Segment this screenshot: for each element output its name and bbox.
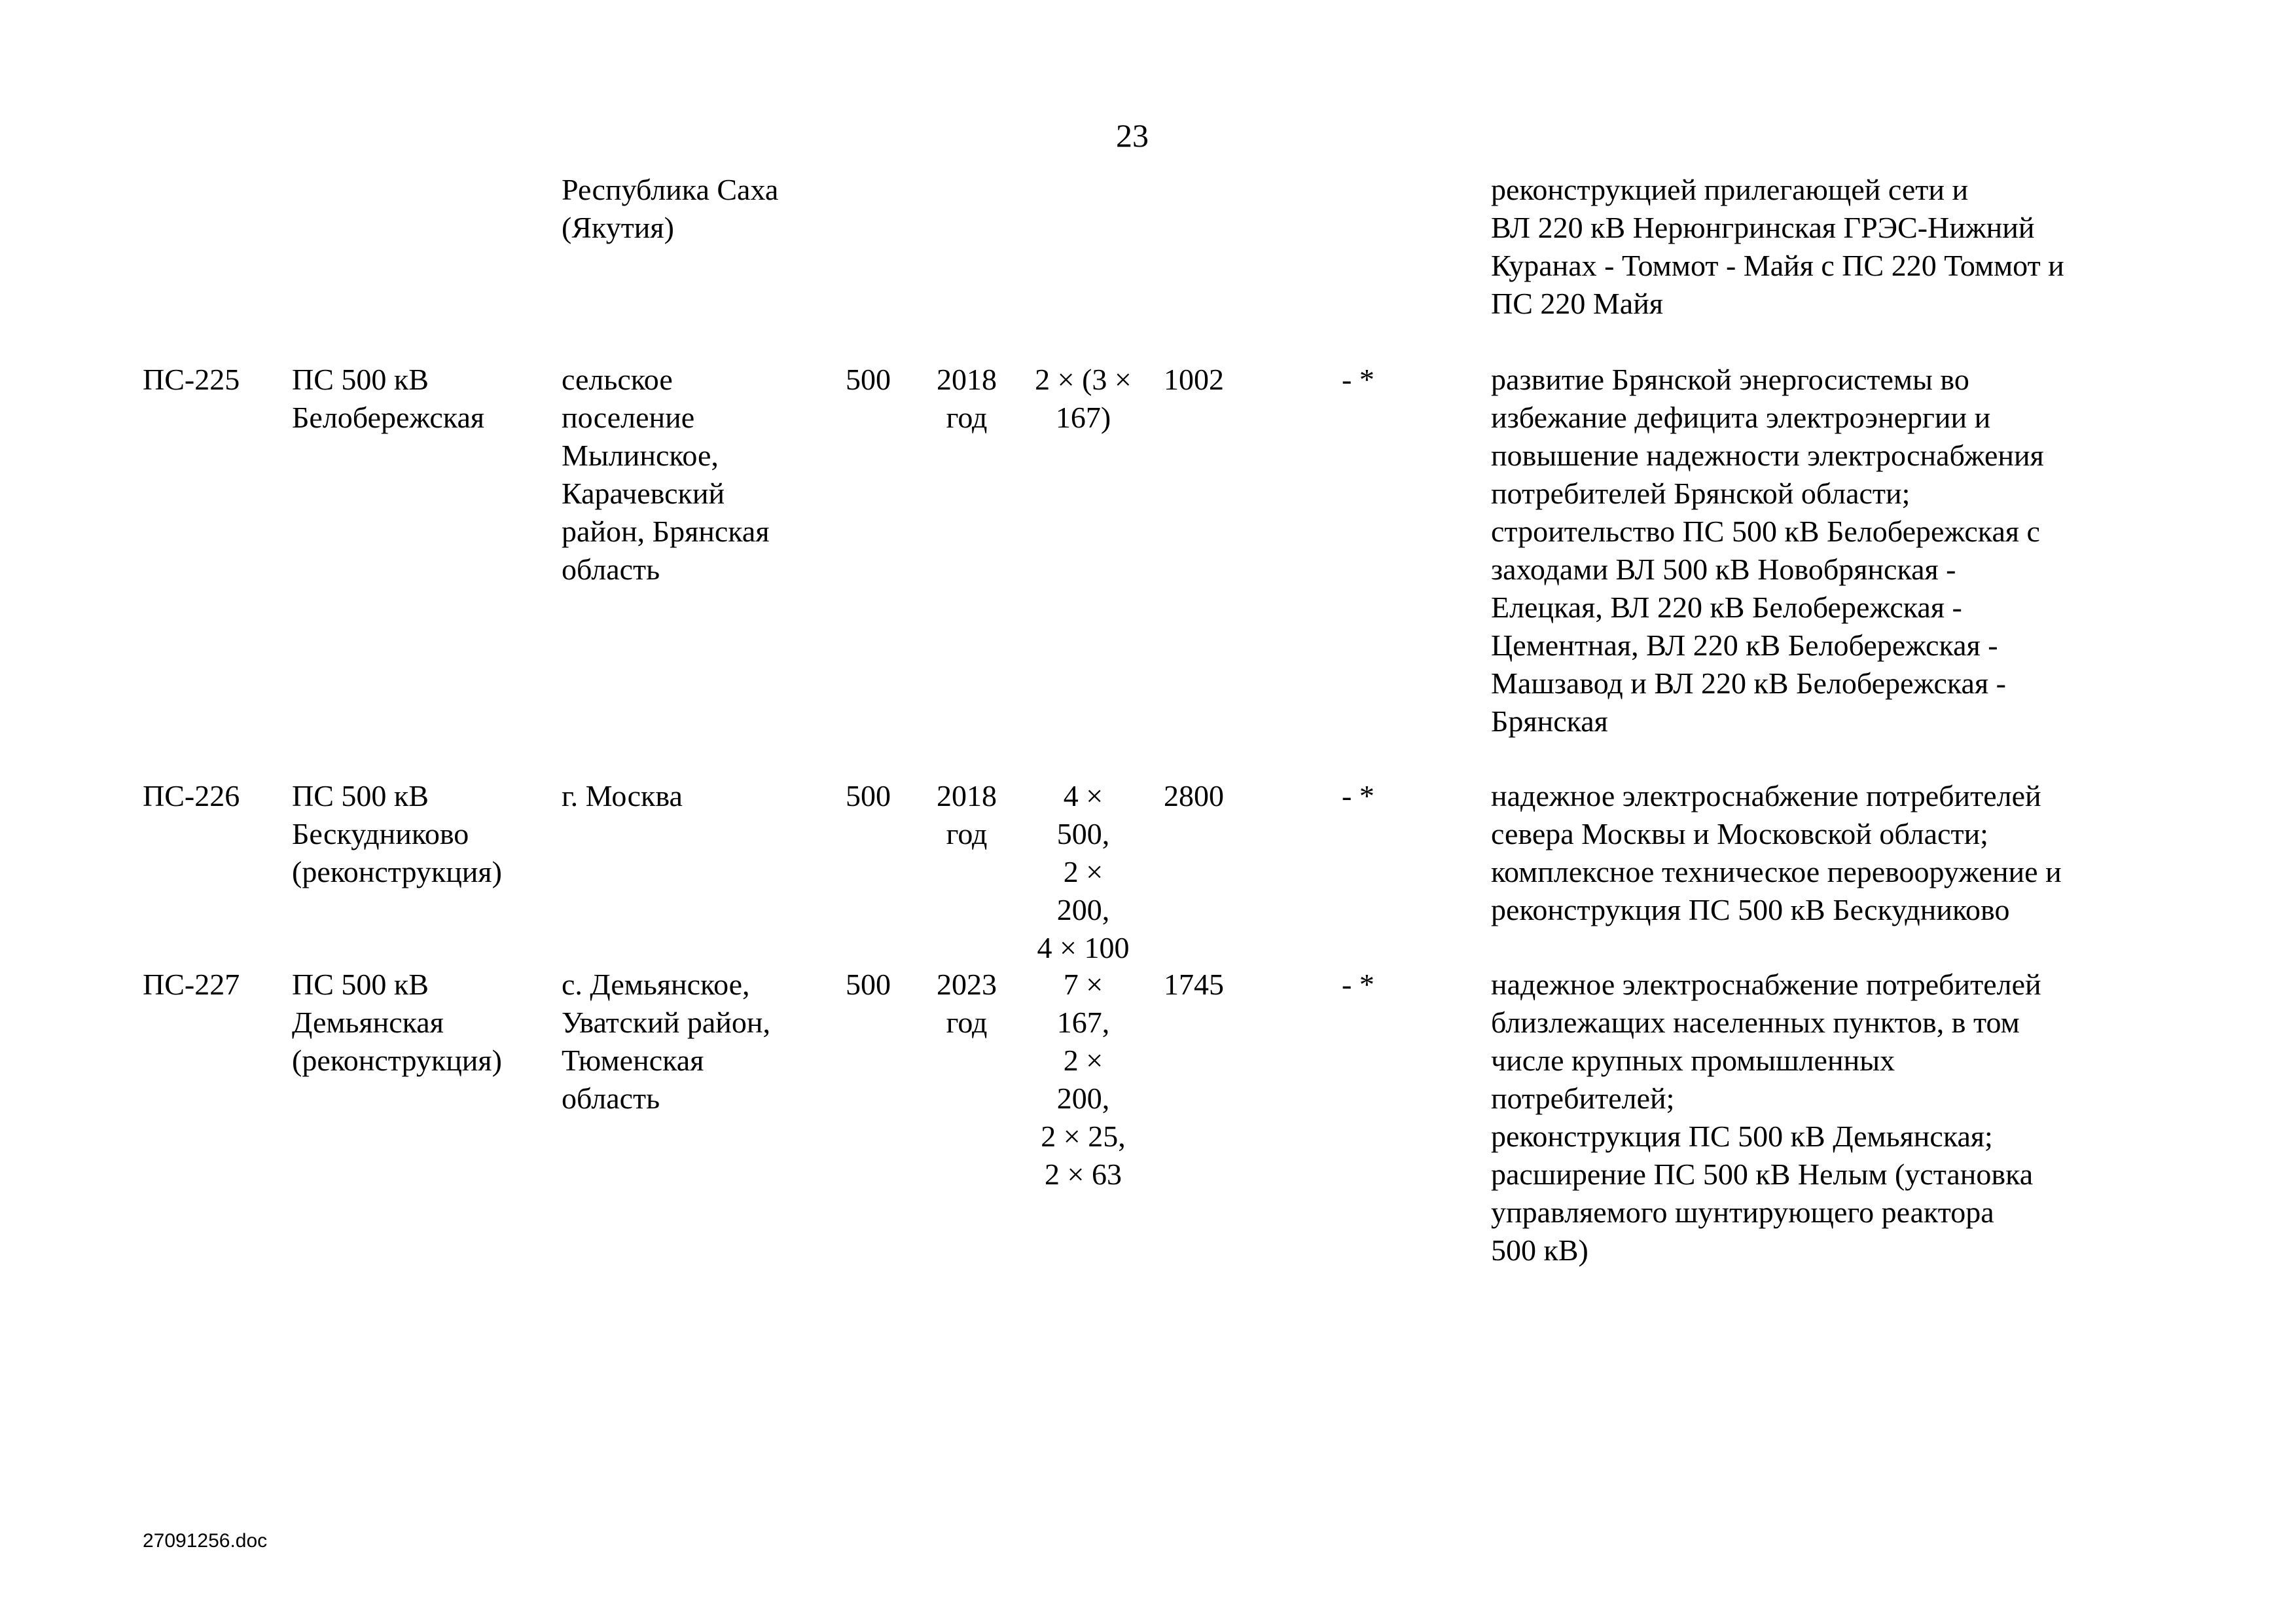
text-line: развитие Брянской энергосистемы во — [1491, 363, 1969, 396]
row-capacity — [1021, 361, 1145, 437]
row-voltage: 500 — [846, 363, 891, 396]
text-line: заходами ВЛ 500 кВ Новобрянская - — [1491, 553, 1956, 586]
text-line: (Якутия) — [562, 211, 674, 244]
text-line: севера Москвы и Московской области; — [1491, 817, 1988, 850]
text-line: Бескудниково — [292, 817, 469, 850]
text-line: область — [562, 1082, 660, 1115]
row-capacity — [1021, 777, 1145, 967]
text-line: г. Москва — [562, 779, 683, 812]
text-line: 200, — [1056, 1082, 1110, 1115]
text-line: реконструкцией прилегающей сети и — [1491, 173, 1969, 206]
text-line: Куранах - Томмот - Майя с ПС 220 Томмот и — [1491, 249, 2064, 282]
row-name — [292, 966, 502, 1080]
row-year — [928, 966, 1005, 1042]
text-line: год — [946, 401, 988, 434]
text-line: Уватский район, — [562, 1006, 771, 1039]
text-line: 200, — [1056, 893, 1110, 926]
text-line: поселение — [562, 401, 695, 434]
row-purpose — [1491, 777, 2062, 929]
text-line: 167) — [1055, 401, 1111, 434]
row-name — [292, 777, 502, 891]
text-line: Демьянская — [292, 1006, 444, 1039]
page-number: 23 — [1116, 117, 1149, 154]
row-capacity — [1021, 966, 1145, 1194]
text-line: (реконструкция) — [292, 855, 502, 888]
text-line: 2018 — [937, 363, 997, 396]
text-line: ВЛ 220 кВ Нерюнгринская ГРЭС-Нижний — [1491, 211, 2035, 244]
text-line: повышение надежности электроснабжения — [1491, 439, 2044, 472]
row-purpose — [1491, 966, 2041, 1269]
row-mark: - * — [1342, 779, 1374, 812]
text-line: близлежащих населенных пунктов, в том — [1491, 1006, 2020, 1039]
text-line: Цементная, ВЛ 220 кВ Белобережская - — [1491, 629, 1998, 662]
row-code: ПС-225 — [143, 363, 240, 396]
continuation-location — [562, 171, 778, 247]
text-line: Елецкая, ВЛ 220 кВ Белобережская - — [1491, 591, 1962, 624]
footer-filename: 27091256.doc — [143, 1530, 268, 1552]
row-mark: - * — [1342, 968, 1374, 1001]
text-line: сельское — [562, 363, 673, 396]
row-code: ПС-226 — [143, 779, 240, 812]
text-line: управляемого шунтирующего реактора — [1491, 1195, 1994, 1229]
text-line: (реконструкция) — [292, 1044, 502, 1077]
continuation-purpose — [1491, 171, 2064, 323]
text-line: 167, — [1056, 1006, 1110, 1039]
text-line: Республика Саха — [562, 173, 779, 206]
text-line: Брянская — [1491, 704, 1608, 738]
text-line: комплексное техническое перевооружение и — [1491, 855, 2062, 888]
text-line: потребителей; — [1491, 1082, 1675, 1115]
text-line: надежное электроснабжение потребителей — [1491, 779, 2041, 812]
text-line: ПС 500 кВ — [292, 779, 429, 812]
text-line: 2 × 25, — [1041, 1120, 1126, 1153]
row-total: 1002 — [1164, 363, 1224, 396]
text-line: 2 × (3 × — [1035, 363, 1132, 396]
text-line: 7 × — [1063, 968, 1103, 1001]
row-voltage: 500 — [846, 779, 891, 812]
row-purpose — [1491, 361, 2044, 740]
row-location — [562, 777, 683, 815]
text-line: 2 × — [1063, 855, 1103, 888]
text-line: реконструкция ПС 500 кВ Демьянская; — [1491, 1120, 1993, 1153]
text-line: Машзавод и ВЛ 220 кВ Белобережская - — [1491, 666, 2006, 700]
row-year — [928, 361, 1005, 437]
text-line: 4 × 100 — [1037, 931, 1130, 964]
text-line: область — [562, 553, 660, 586]
text-line: реконструкция ПС 500 кВ Бескудниково — [1491, 893, 2010, 926]
row-mark: - * — [1342, 363, 1374, 396]
row-location — [562, 966, 770, 1118]
text-line: ПС 500 кВ — [292, 968, 429, 1001]
text-line: 500 кВ) — [1491, 1233, 1588, 1267]
text-line: 500, — [1056, 817, 1110, 850]
text-line: ПС 500 кВ — [292, 363, 429, 396]
text-line: год — [946, 817, 988, 850]
text-line: надежное электроснабжение потребителей — [1491, 968, 2041, 1001]
text-line: строительство ПС 500 кВ Белобережская с — [1491, 515, 2040, 548]
row-voltage: 500 — [846, 968, 891, 1001]
text-line: район, Брянская — [562, 515, 770, 548]
row-location — [562, 361, 770, 589]
text-line: Карачевский — [562, 477, 725, 510]
text-line: избежание дефицита электроэнергии и — [1491, 401, 1991, 434]
text-line: 2 × 63 — [1045, 1158, 1122, 1191]
text-line: 2023 — [937, 968, 997, 1001]
text-line: год — [946, 1006, 988, 1039]
text-line: 2 × — [1063, 1044, 1103, 1077]
row-total: 2800 — [1164, 779, 1224, 812]
text-line: потребителей Брянской области; — [1491, 477, 1910, 510]
text-line: ПС 220 Майя — [1491, 287, 1663, 320]
text-line: Тюменская — [562, 1044, 704, 1077]
row-code: ПС-227 — [143, 968, 240, 1001]
text-line: числе крупных промышленных — [1491, 1044, 1895, 1077]
text-line: Мылинское, — [562, 439, 719, 472]
text-line: 2018 — [937, 779, 997, 812]
row-total: 1745 — [1164, 968, 1224, 1001]
text-line: с. Демьянское, — [562, 968, 750, 1001]
text-line: Белобережская — [292, 401, 485, 434]
text-line: расширение ПС 500 кВ Нелым (установка — [1491, 1158, 2034, 1191]
text-line: 4 × — [1063, 779, 1103, 812]
row-year — [928, 777, 1005, 853]
row-name — [292, 361, 484, 437]
